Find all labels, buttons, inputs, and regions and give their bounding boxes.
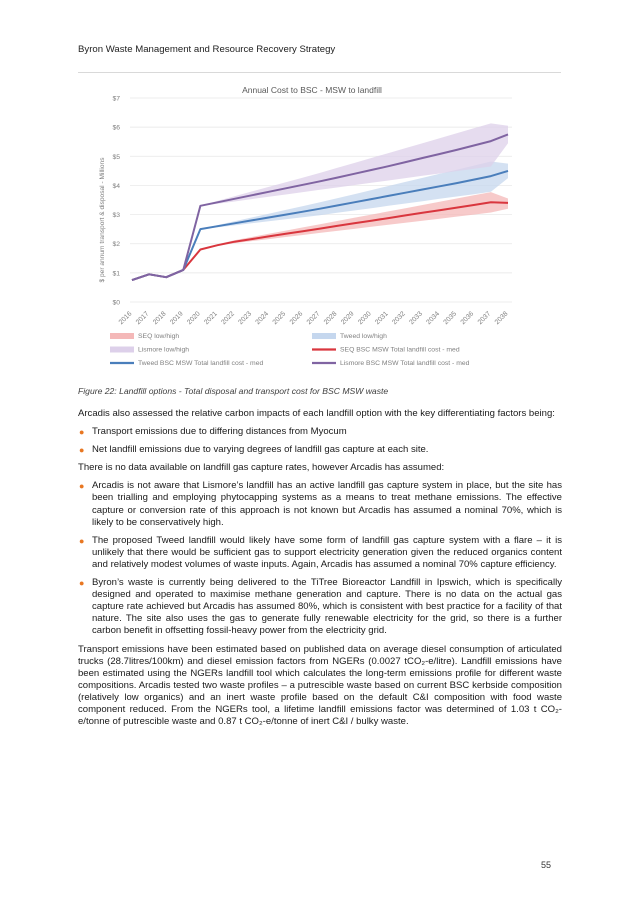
y-tick-label: $7 — [112, 95, 120, 103]
document-header: Byron Waste Management and Resource Recovery Strategy — [78, 44, 336, 55]
bullet-icon: ● — [79, 578, 85, 589]
list-item: ● The proposed Tweed landfill would likely have some form of landfill gas capture system with a flare – it is unlikely that there would be sufficient gas to support electricity generation given the reduced organics content and relatively modest volumes of waste inputs. Again, Arcadis has assumed a nominal 70% capture efficiency. — [79, 534, 562, 570]
x-tick-label: 2026 — [288, 310, 305, 327]
x-tick-label: 2017 — [134, 310, 151, 327]
legend-label: Lismore BSC MSW Total landfill cost - med — [340, 360, 470, 367]
x-tick-label: 2027 — [305, 310, 322, 327]
y-tick-label: $6 — [112, 124, 120, 132]
y-tick-label: $2 — [112, 241, 120, 249]
y-tick-label: $0 — [112, 299, 120, 307]
page-number: 55 — [541, 860, 552, 870]
bullet-list-assumptions — [78, 480, 562, 637]
x-tick-label: 2038 — [493, 310, 510, 327]
x-tick-label: 2024 — [254, 310, 271, 327]
legend-label: Lismore low/high — [138, 346, 189, 354]
bullet-icon: ● — [79, 481, 85, 492]
chart-title: Annual Cost to BSC - MSW to landfill — [242, 85, 382, 95]
y-tick-label: $3 — [112, 212, 120, 220]
landfill-cost-chart — [90, 80, 530, 380]
x-tick-label: 2022 — [220, 310, 236, 327]
x-tick-label: 2035 — [442, 310, 459, 327]
y-tick-label: $5 — [112, 153, 120, 161]
paragraph-intro: Arcadis also assessed the relative carbon impacts of each landfill option with the key differentiating factors being: — [78, 408, 555, 419]
x-tick-label: 2033 — [408, 310, 424, 327]
legend-label: Tweed low/high — [340, 333, 387, 340]
bullet-icon: ● — [79, 445, 85, 456]
y-tick-label: $4 — [112, 182, 120, 190]
x-tick-label: 2021 — [203, 310, 219, 327]
figure-caption: Figure 22: Landfill options - Total disposal and transport cost for BSC MSW waste — [78, 386, 389, 396]
header-divider — [78, 72, 561, 73]
x-tick-label: 2029 — [339, 310, 356, 327]
x-tick-label: 2028 — [322, 310, 339, 327]
list-item: ● Arcadis is not aware that Lismore’s landfill has an active landfill gas capture system in place, but the site has been trialling and employing phytocapping systems as a means to treat methane emissions. The effective capture or conversion rate of this approach is not known but Arcadis has assumed a nominal 70%, which is likely to be conservatively high. — [79, 480, 562, 528]
x-tick-label: 2016 — [117, 310, 134, 327]
legend-swatch — [312, 333, 336, 339]
bullet-list-factors — [78, 426, 562, 456]
x-tick-label: 2032 — [391, 310, 407, 327]
legend-swatch — [110, 347, 134, 353]
x-tick-label: 2036 — [459, 310, 476, 327]
body-text — [78, 408, 562, 734]
list-item: ● Transport emissions due to differing distances from Myocum — [79, 426, 347, 438]
x-tick-label: 2019 — [169, 310, 185, 327]
legend-label: SEQ BSC MSW Total landfill cost - med — [340, 346, 460, 354]
bullet-icon: ● — [79, 427, 85, 438]
paragraph-assumptions: There is no data available on landfill gas capture rates, however Arcadis has assumed: — [78, 462, 445, 474]
y-tick-label: $1 — [112, 270, 120, 278]
legend-swatch — [110, 333, 134, 339]
x-tick-label: 2020 — [186, 310, 202, 327]
list-item: ● Net landfill emissions due to varying degrees of landfill gas capture at each site. — [79, 444, 429, 456]
y-axis-label: $ per annum transport & disposal - Millions — [99, 157, 106, 283]
bullet-icon: ● — [79, 535, 85, 546]
legend-label: SEQ low/high — [138, 333, 180, 340]
x-tick-label: 2037 — [476, 310, 493, 327]
x-tick-label: 2018 — [151, 310, 168, 327]
x-tick-label: 2031 — [374, 310, 390, 327]
paragraph-emissions: Transport emissions have been estimated based on published data on average diesel consumption of articulated trucks (28.7litres/100km) and diesel emission factors from NGERs (0.0027 tCO₂-e/litre). Landfill emissions have been estimated using the NGERs landfill tool which calculates the long-term emissions profile for different waste compositions. Arcadis tested two waste profiles – a putrescible waste based on current BSC kerbside composition (relatively low organics) and an inert waste profile based on the default C&I composition with food waste component reduced. From the NGERs tool, a lifetime landfill emissions factor was determined of 1.03 t CO₂-e/tonne of putrescible waste and 0.87 t CO₂-e/tonne of inert C&I / bulky waste. — [78, 643, 562, 728]
x-tick-label: 2023 — [237, 310, 254, 327]
x-tick-label: 2025 — [271, 310, 288, 327]
list-item: ● Byron’s waste is currently being delivered to the TiTree Bioreactor Landfill in Ipswich, which is specifically designed and operated to maximise methane generation and capture. There is no data on the actual gas capture rate achieved but Arcadis has assumed 80%, which is consistent with best practice for a facility of that nature. The site also uses the gas to generate fully renewable electricity for the grid, so there is a further carbon benefit in offsetting fossil-heavy power from the electricity grid. — [79, 577, 562, 637]
legend-label: Tweed BSC MSW Total landfill cost - med — [138, 360, 264, 367]
x-tick-label: 2034 — [425, 310, 442, 327]
x-tick-label: 2030 — [357, 310, 373, 327]
